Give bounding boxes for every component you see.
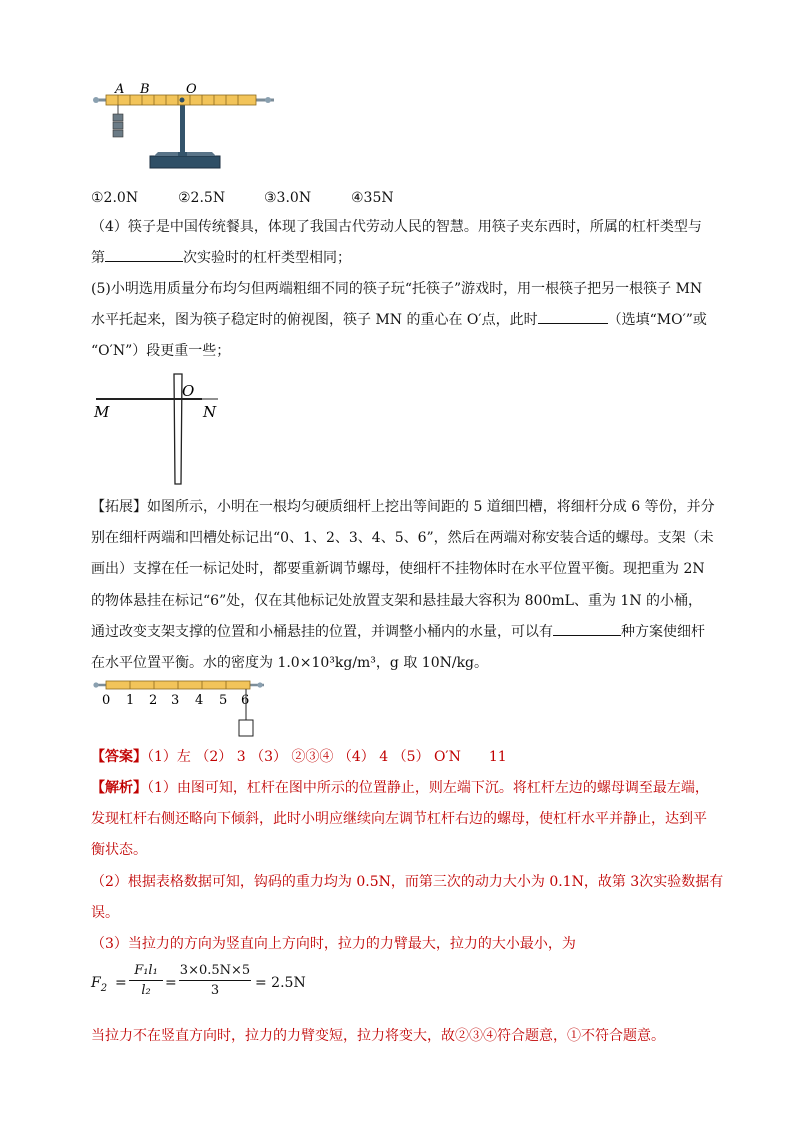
analysis-p1-l3: 衡状态。 <box>91 842 147 858</box>
analysis-p1-text: （1）由图可知，杠杆在图中所示的位置静止，则左端下沉。将杠杆左边的螺母调至最左端， <box>147 780 709 796</box>
label-B: B <box>140 82 150 97</box>
q5-line2-post: （选填“MO′”或 <box>607 312 707 328</box>
rod-mark-2: 2 <box>149 693 158 708</box>
q4-answer-blank[interactable] <box>105 247 183 262</box>
analysis-p3-l2: 当拉力不在竖直方向时，拉力的力臂变短，拉力将变大，故②③④符合题意，①不符合题意。 <box>91 1028 665 1044</box>
q5-answer-blank[interactable] <box>538 309 608 324</box>
lever-figure <box>92 80 282 172</box>
fraction-2: 3×0.5N×5 3 <box>179 963 251 998</box>
label-M: M <box>94 403 110 421</box>
label-N: N <box>203 403 217 421</box>
formula: $F_2$ = F₁l₁ l₂ = 3×0.5N×5 3 = 2.5N <box>91 962 411 1012</box>
q4-line2-pre: 第 <box>91 250 105 266</box>
analysis-p1-l2: 发现杠杆右侧还略向下倾斜，此时小明应继续向左调节杠杆右边的螺母，使杠杆水平并静止，达到平 <box>91 811 707 827</box>
formula-lhs: $F_2$ <box>91 975 108 994</box>
answer-tag: 【答案】 <box>91 749 147 765</box>
rod-figure <box>92 678 272 740</box>
q5-line2 <box>91 309 711 331</box>
answer-line <box>91 746 711 768</box>
ext-line1: 【拓展】如图所示，小明在一根均匀硬质细杆上挖出等间距的 5 道细凹槽，将细杆分成 6 等份，并分 <box>91 499 715 515</box>
option-1: ①2.0N <box>91 190 139 206</box>
rod-mark-1: 1 <box>126 693 135 708</box>
analysis-p2-l1: （2）根据表格数据可知，钩码的重力均为 0.5N，而第三次的动力大小为 0.1N，故第 3次实验数据有 <box>91 874 724 890</box>
label-O-chop: O <box>182 382 195 400</box>
analysis-p3-l1: （3）当拉力的方向为竖直向上方向时，拉力的力臂最大，拉力的大小最小，为 <box>91 936 576 952</box>
q5-line3: “O′N”）段更重一些； <box>91 343 231 359</box>
rod-mark-6: 6 <box>241 693 250 708</box>
ext-line3: 画出）支撑在任一标记处时，都要重新调节螺母，使细杆不挂物体时在水平位置平衡。现把重为 2N <box>91 561 705 577</box>
ext-line4: 的物体悬挂在标记“6”处，仅在其他标记处放置支架和悬挂最大容积为 800mL、重为 1N 的小桶， <box>91 593 703 609</box>
label-A: A <box>115 82 125 97</box>
q5-line2-pre: 水平托起来，图为筷子稳定时的俯视图，筷子 MN 的重心在 O′点，此时 <box>91 312 538 328</box>
formula-result: = 2.5N <box>255 975 306 991</box>
chopsticks-figure <box>92 372 232 486</box>
answer-text: （1）左 （2） 3 （3） ②③④ （4） 4 （5） O′N 11 <box>147 749 507 765</box>
rod-mark-4: 4 <box>195 693 204 708</box>
ext-line2: 别在细杆两端和凹槽处标记出“0、1、2、3、4、5、6”，然后在两端对称安装合适的螺母。支架（未 <box>91 530 714 546</box>
rod-mark-3: 3 <box>171 693 180 708</box>
label-O: O <box>186 82 197 97</box>
option-3: ③3.0N <box>264 190 312 206</box>
option-2: ②2.5N <box>178 190 226 206</box>
analysis-p1-l1 <box>91 777 711 799</box>
ext-answer-blank[interactable] <box>553 621 621 636</box>
q4-line2-post: 次实验时的杠杆类型相同； <box>183 250 351 266</box>
analysis-p2-l2: 误。 <box>91 905 119 921</box>
ext-line5 <box>91 621 711 643</box>
ext-line6: 在水平位置平衡。水的密度为 1.0×10³kg/m³，g 取 10N/kg。 <box>91 655 489 671</box>
q4-line1: （4）筷子是中国传统餐具，体现了我国古代劳动人民的智慧。用筷子夹东西时，所属的杠杆类型与 <box>91 219 702 235</box>
analysis-tag: 【解析】 <box>91 780 147 796</box>
fraction-1: F₁l₁ l₂ <box>129 962 163 1001</box>
ext-line5-post: 种方案使细杆 <box>621 624 705 640</box>
rod-mark-5: 5 <box>219 693 228 708</box>
option-4: ④35N <box>351 190 394 206</box>
rod-mark-0: 0 <box>102 693 111 708</box>
ext-line5-pre: 通过改变支架支撑的位置和小桶悬挂的位置，并调整小桶内的水量，可以有 <box>91 624 553 640</box>
q4-line2 <box>91 247 711 269</box>
q5-line1: (5)小明选用质量分布均匀但两端粗细不同的筷子玩“托筷子”游戏时，用一根筷子把另一根筷子 MN <box>91 281 703 297</box>
